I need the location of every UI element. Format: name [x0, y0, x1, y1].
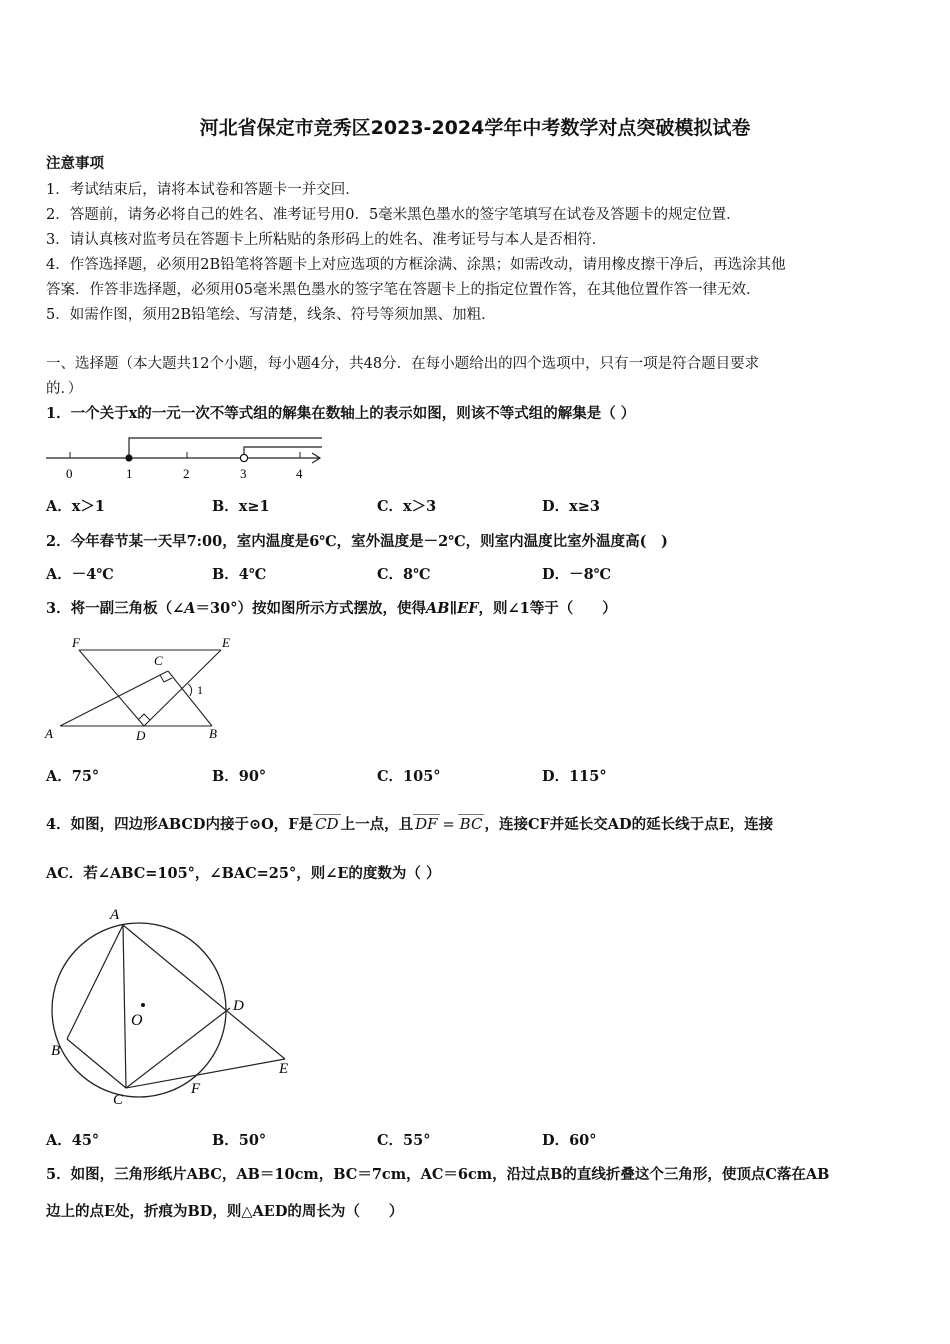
- q3-label-b: B: [209, 726, 217, 741]
- q1-axis-label-3: 3: [240, 466, 247, 481]
- q3-option-a: A．75°: [46, 768, 100, 785]
- q5-stem-line-2: 边上的点E处，折痕为BD，则△AED的周长为（ ）: [46, 1203, 404, 1220]
- q3-stem-part: ＝30°）按如图所示方式摆放，使得: [195, 600, 426, 617]
- q3-stem-part: A: [184, 600, 196, 617]
- q4-label-c: C: [113, 1092, 124, 1108]
- q3-label-1: 1: [197, 683, 203, 697]
- q4-label-d: D: [233, 998, 244, 1014]
- q1-solid-dot: [125, 454, 132, 461]
- q4-arc-bc: BC: [459, 815, 483, 833]
- q4-arc-cd: CD: [315, 815, 339, 833]
- q5-stem-line-1: 5．如图，三角形纸片ABC，AB＝10cm，BC＝7cm，AC＝6cm，沿过点B的直线折叠这个三角形，使顶点C落在AB: [46, 1166, 830, 1183]
- q2-option-d: D．－8℃: [542, 566, 612, 583]
- q4-line-ae: [123, 925, 285, 1059]
- q3-stem: [46, 597, 617, 618]
- q4-line-bc: [67, 1039, 126, 1088]
- q2-option-c: C．8℃: [377, 566, 431, 583]
- q3-option-c: C．105°: [377, 768, 441, 785]
- q1-axis-label-4: 4: [296, 466, 303, 481]
- q3-option-b: B．90°: [212, 768, 267, 785]
- q4-label-o: O: [131, 1012, 143, 1029]
- q3-stem-part: ，则∠1等于（ ）: [478, 600, 617, 617]
- q1-axis-label-2: 2: [183, 466, 190, 481]
- q3-triangle-figure: [40, 630, 250, 745]
- q4-label-b: B: [51, 1043, 61, 1059]
- q4-stem-line-1: [46, 813, 773, 834]
- q4-label-f: F: [191, 1081, 201, 1097]
- q4-circle-figure: [42, 900, 302, 1110]
- q4-option-d: D．60°: [542, 1132, 597, 1149]
- section-heading-line-1: 一、选择题（本大题共12个小题，每小题4分，共48分．在每小题给出的四个选项中，只有一项是符合题目要求: [46, 356, 760, 372]
- q4-center-dot: [141, 1003, 145, 1007]
- notice-line-5: 答案．作答非选择题，必须用05毫米黑色墨水的签字笔在答题卡上的指定位置作答，在其他位置作答一律无效．: [46, 282, 761, 298]
- q2-stem: 2．今年春节某一天早7:00，室内温度是6℃，室外温度是－2℃，则室内温度比室外温度高( ): [46, 533, 668, 550]
- q1-number-line-figure: [40, 434, 330, 484]
- q1-hollow-dot: [240, 454, 247, 461]
- q3-line-cb: [168, 671, 212, 726]
- q1-stem: 1．一个关于x的一元一次不等式组的解集在数轴上的表示如图，则该不等式组的解集是（ ）: [46, 405, 636, 422]
- q3-right-angle-d: [138, 714, 150, 720]
- q2-option-a: A．－4℃: [46, 566, 114, 583]
- q1-option-c: C．x＞3: [377, 498, 437, 515]
- notice-line-6: 5．如需作图，须用2B铅笔绘、写清楚，线条、符号等须加黑、加粗．: [46, 307, 496, 323]
- notice-heading: 注意事项: [46, 155, 104, 172]
- q1-option-d: D．x≥3: [542, 498, 600, 515]
- section-heading-line-2: 的．）: [46, 381, 83, 397]
- q4-option-a: A．45°: [46, 1132, 100, 1149]
- q4-stem-line-2: AC．若∠ABC=105°，∠BAC=25°，则∠E的度数为（ ）: [46, 865, 441, 882]
- q1-axis-label-0: 0: [66, 466, 73, 481]
- q4-equals-sign: =: [442, 817, 455, 833]
- notice-line-4: 4．作答选择题，必须用2B铅笔将答题卡上对应选项的方框涂满、涂黑；如需改动，请用橡皮擦干净后，再选涂其他: [46, 257, 786, 273]
- q3-stem-part: EF: [457, 600, 479, 617]
- q4-line-ac: [123, 925, 126, 1088]
- q4-label-e: E: [279, 1061, 289, 1077]
- q3-stem-part: 3．将一副三角板（∠: [46, 600, 185, 617]
- q1-axis-label-1: 1: [126, 466, 133, 481]
- q3-label-a: A: [45, 726, 53, 741]
- q3-angle-1-arc: [188, 684, 192, 696]
- q4-stem-part: ，连接CF并延长交AD的延长线于点E，连接: [484, 816, 774, 833]
- notice-line-3: 3．请认真核对监考员在答题卡上所粘贴的条形码上的姓名、准考证号与本人是否相符．: [46, 232, 607, 248]
- notice-line-1: 1．考试结束后，请将本试卷和答题卡一并交回．: [46, 182, 360, 198]
- q3-label-e: E: [222, 635, 230, 650]
- q1-option-b: B．x≥1: [212, 498, 270, 515]
- q4-stem-part: 4．如图，四边形ABCD内接于⊙O，F是: [46, 816, 314, 833]
- q4-line-ce: [126, 1059, 285, 1088]
- q1-hollow-ray: [244, 447, 322, 458]
- q3-stem-part: AB: [425, 600, 450, 617]
- q4-option-b: B．50°: [212, 1132, 267, 1149]
- page-title: 河北省保定市竞秀区2023-2024学年中考数学对点突破模拟试卷: [199, 117, 751, 139]
- q4-option-c: C．55°: [377, 1132, 431, 1149]
- q3-label-d: D: [136, 728, 146, 743]
- q4-circle-o: [52, 923, 226, 1097]
- q3-stem-part: ∥: [449, 600, 458, 617]
- q1-solid-ray: [129, 438, 322, 458]
- q3-label-c: C: [154, 653, 163, 668]
- q3-label-f: F: [72, 635, 80, 650]
- q1-option-a: A．x＞1: [46, 498, 105, 515]
- notice-line-2: 2．答题前，请务必将自己的姓名、准考证号用0．5毫米黑色墨水的签字笔填写在试卷及答题卡的规定位置．: [46, 207, 741, 223]
- q2-option-b: B．4℃: [212, 566, 267, 583]
- q3-option-d: D．115°: [542, 768, 607, 785]
- q4-line-ab: [67, 925, 123, 1039]
- q4-arc-df: DF: [415, 815, 438, 833]
- q4-label-a: A: [110, 907, 120, 923]
- q4-stem-part: 上一点，且: [340, 816, 414, 833]
- q3-right-angle-c: [160, 675, 172, 682]
